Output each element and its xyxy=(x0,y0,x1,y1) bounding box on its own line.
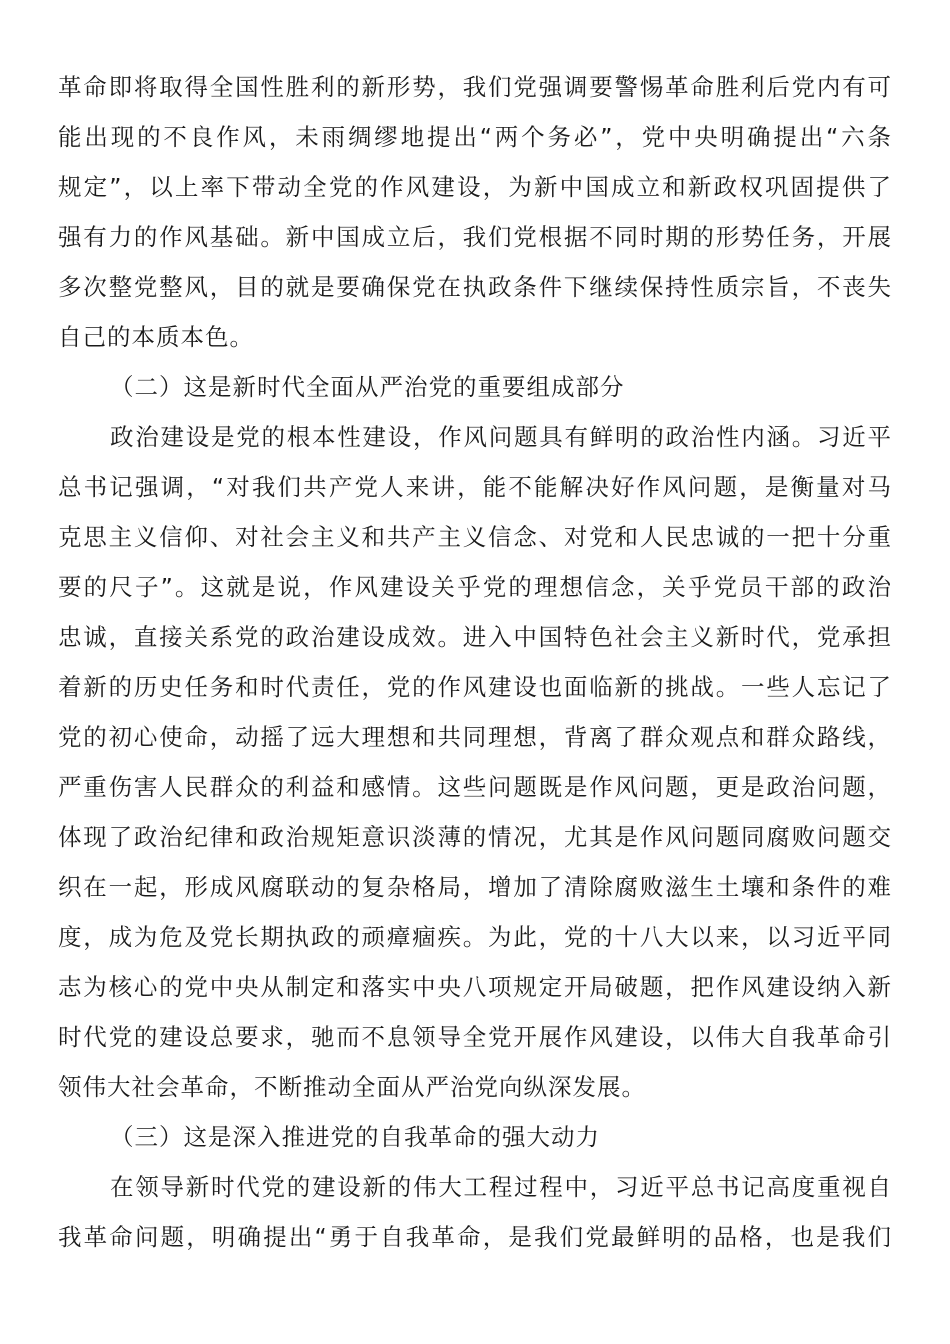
text-line: 多次整党整风，目的就是要确保党在执政条件下继续保持性质宗旨，不丧失 xyxy=(58,273,892,301)
text-line: 自己的本质本色。 xyxy=(58,323,254,351)
text-line: 织在一起，形成风腐联动的复杂格局，增加了清除腐败滋生土壤和条件的难 xyxy=(58,873,892,901)
text-line: 党的初心使命，动摇了远大理想和共同理想，背离了群众观点和群众路线， xyxy=(58,723,892,751)
text-line: 克思主义信仰、对社会主义和共产主义信念、对党和人民忠诚的一把十分重 xyxy=(58,523,892,551)
text-line: 志为核心的党中央从制定和落实中央八项规定开局破题，把作风建设纳入新 xyxy=(58,973,892,1001)
text-line: 度，成为危及党长期执政的顽瘴痼疾。为此，党的十八大以来，以习近平同 xyxy=(58,923,892,951)
paragraph-first-line: 在领导新时代党的建设新的伟大工程过程中，习近平总书记高度重视自 xyxy=(110,1173,892,1201)
text-line: 体现了政治纪律和政治规矩意识淡薄的情况，尤其是作风问题同腐败问题交 xyxy=(58,823,892,851)
text-line: 要的尺子”。这就是说，作风建设关乎党的理想信念，关乎党员干部的政治 xyxy=(58,573,892,601)
text-line: 忠诚，直接关系党的政治建设成效。进入中国特色社会主义新时代，党承担 xyxy=(58,623,892,651)
text-line: 总书记强调，“对我们共产党人来讲，能不能解决好作风问题，是衡量对马 xyxy=(58,473,892,501)
text-line: 着新的历史任务和时代责任，党的作风建设也面临新的挑战。一些人忘记了 xyxy=(58,673,892,701)
text-line: 我革命问题，明确提出“勇于自我革命，是我们党最鲜明的品格，也是我们 xyxy=(58,1223,892,1251)
text-line: 能出现的不良作风，未雨绸缪地提出“两个务必”，党中央明确提出“六条 xyxy=(58,123,892,151)
text-line: 规定”，以上率下带动全党的作风建设，为新中国成立和新政权巩固提供了 xyxy=(58,173,892,201)
section-heading: （二）这是新时代全面从严治党的重要组成部分 xyxy=(110,373,625,401)
text-line: 革命即将取得全国性胜利的新形势，我们党强调要警惕革命胜利后党内有可 xyxy=(58,73,892,101)
text-line: 严重伤害人民群众的利益和感情。这些问题既是作风问题，更是政治问题， xyxy=(58,773,892,801)
text-line: 领伟大社会革命，不断推动全面从严治党向纵深发展。 xyxy=(58,1073,646,1101)
text-line: 强有力的作风基础。新中国成立后，我们党根据不同时期的形势任务，开展 xyxy=(58,223,892,251)
paragraph-first-line: 政治建设是党的根本性建设，作风问题具有鲜明的政治性内涵。习近平 xyxy=(110,423,892,451)
text-line: 时代党的建设总要求，驰而不息领导全党开展作风建设，以伟大自我革命引 xyxy=(58,1023,892,1051)
section-heading: （三）这是深入推进党的自我革命的强大动力 xyxy=(110,1123,600,1151)
